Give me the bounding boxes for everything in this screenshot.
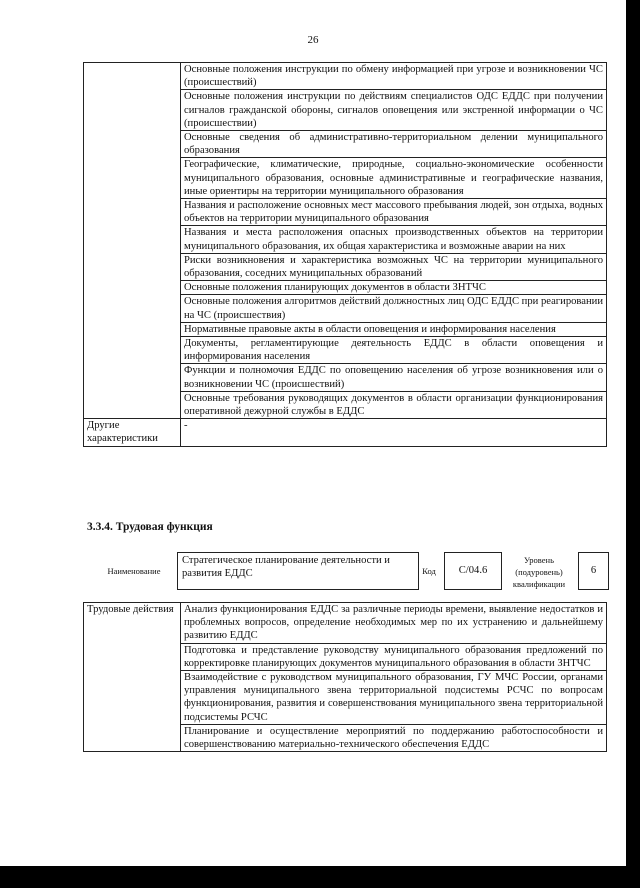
labor-actions-table [83, 602, 607, 752]
table-row [84, 419, 607, 446]
other-characteristics-label: Другие характеристики [84, 419, 181, 446]
table-cell: Основные положения инструкции по действиям специалистов ОДС ЕДДС при получении сигналов гражданской обороны, сигналов оповещения или экстренной информации о ЧС (происшествии) [181, 90, 607, 131]
code-label: Код [422, 566, 436, 576]
table-cell: Планирование и осуществление мероприятий по поддержанию работоспособности и совершенствованию материально-технического обеспечения ЕДДС [181, 724, 607, 751]
level-label: Уровень (подуровень) квалификации [512, 555, 566, 589]
table-cell: Нормативные правовые акты в области оповещения и информирования населения [181, 322, 607, 336]
table-cell: Названия и расположение основных мест массового пребывания людей, зон отдыха, водных объектов на территории муниципального образования [181, 199, 607, 226]
scan-border-bottom [0, 866, 640, 888]
function-name-box: Стратегическое планирование деятельности и развития ЕДДС [177, 552, 419, 590]
scan-border-right [626, 0, 640, 888]
table-cell: Основные положения инструкции по обмену информацией при угрозе и возникновении ЧС (происшествий) [181, 63, 607, 90]
table-cell: Основные положения алгоритмов действий должностных лиц ОДС ЕДДС при реагировании на ЧС (происшествия) [181, 295, 607, 322]
name-label: Наименование [107, 566, 161, 576]
table-cell: Взаимодействие с руководством муниципального образования, ГУ МЧС России, органами управления муниципального звена территориальной подсистемы РСЧС по вопросам функционирования, развития и совершенствования муниципального звена территориальной подсистемы РСЧС [181, 671, 607, 725]
other-characteristics-value: - [181, 419, 607, 446]
table-cell: Анализ функционирования ЕДДС за различные периоды времени, выявление недостатков и проблемных вопросов, определение необходимых мер по их устранению и дальнейшему развитию ЕДДС [181, 603, 607, 644]
table-cell: Основные требования руководящих документов в области организации функционирования оперативной дежурной службы в ЕДДС [181, 391, 607, 418]
table-cell: Документы, регламентирующие деятельность ЕДДС в области оповещения и информирования населения [181, 337, 607, 364]
table-cell: Функции и полномочия ЕДДС по оповещению населения об угрозе возникновения или о возникновении ЧС (происшествий) [181, 364, 607, 391]
table-cell: Риски возникновения и характеристика возможных ЧС на территории муниципального образования, соседних муниципальных образований [181, 253, 607, 280]
page-number: 26 [307, 34, 319, 46]
table-row [84, 603, 607, 644]
table-cell: Названия и места расположения опасных производственных объектов на территории муниципального образования, их общая характеристика и возможные аварии на них [181, 226, 607, 253]
table-cell: Основные положения планирующих документов в области ЗНТЧС [181, 281, 607, 295]
level-box: 6 [578, 552, 609, 590]
labor-actions-label: Трудовые действия [84, 603, 181, 752]
label-cell-empty [84, 63, 181, 419]
table-cell: Географические, климатические, природные, социально-экономические особенности муниципального образования, основные административные и географические названия, иные ориентиры на территории муниципального образования [181, 158, 607, 199]
table-row [84, 63, 607, 90]
table-cell: Подготовка и представление руководству муниципального образования предложений по корректировке планирующих документов муниципального образования в области ЗНТЧС [181, 643, 607, 670]
section-title: 3.3.4. Трудовая функция [87, 521, 213, 533]
knowledge-table [83, 62, 607, 447]
table-cell: Основные сведения об административно-территориальном делении муниципального образования [181, 131, 607, 158]
code-box: C/04.6 [444, 552, 502, 590]
